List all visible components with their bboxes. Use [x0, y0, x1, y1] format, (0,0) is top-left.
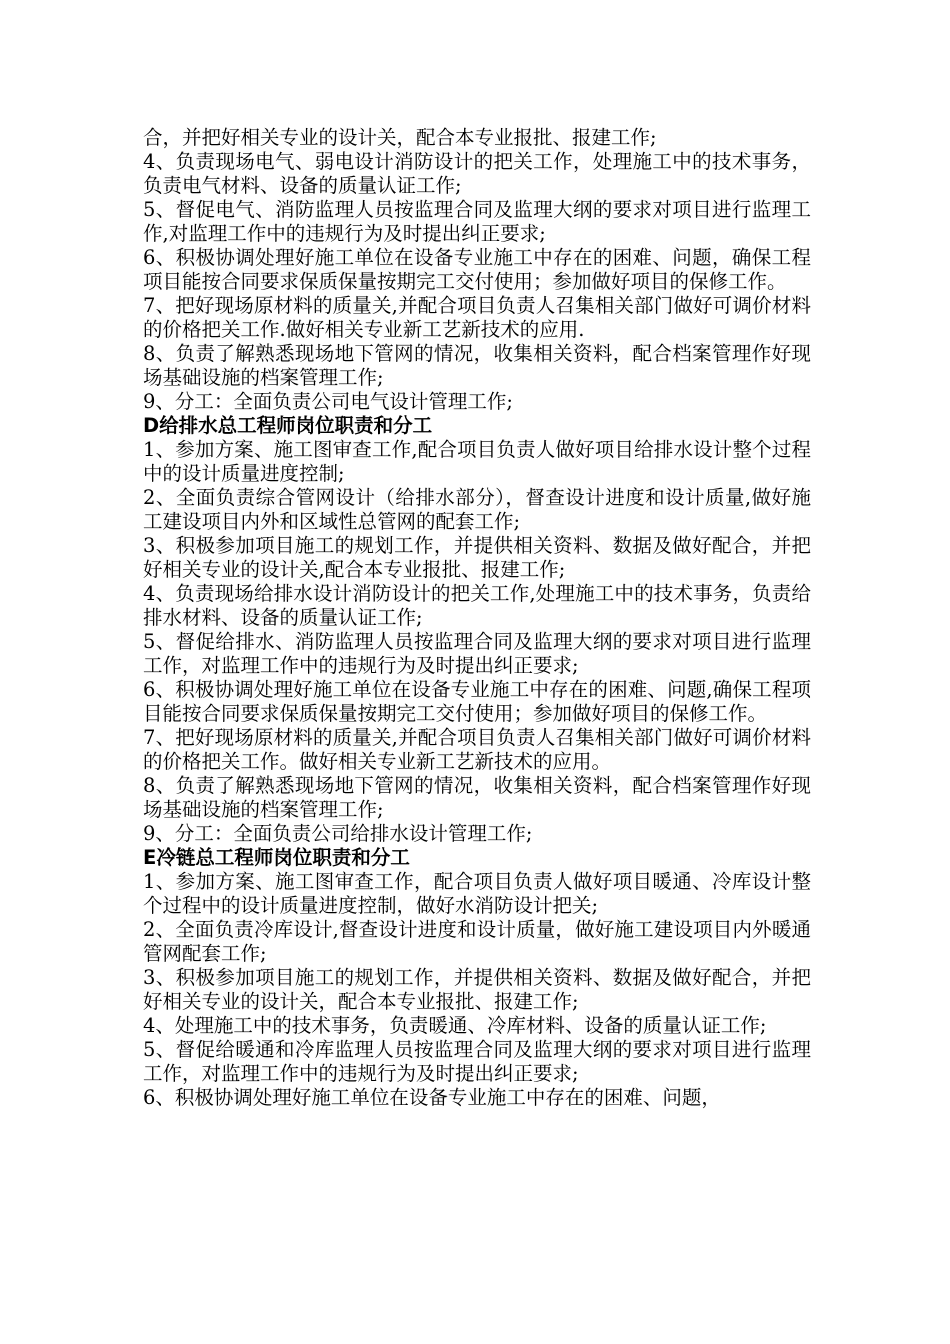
paragraph: 合，并把好相关专业的设计关，配合本专业报批、报建工作;	[143, 126, 657, 149]
paragraph: 8、负责了解熟悉现场地下管网的情况，收集相关资料，配合档案管理作好现场基础设施的档案管理工作;	[143, 342, 811, 389]
paragraph: 4、负责现场电气、弱电设计消防设计的把关工作，处理施工中的技术事务，负责电气材料、设备的质量认证工作;	[143, 150, 811, 197]
paragraph: 3、积极参加项目施工的规划工作，并提供相关资料、数据及做好配合，并把好相关专业的设计关,配合本专业报批、报建工作;	[143, 534, 811, 581]
paragraph: 7、把好现场原材料的质量关,并配合项目负责人召集相关部门做好可调价材料的价格把关工作.做好相关专业新工艺新技术的应用.	[143, 294, 811, 341]
paragraph: 3、积极参加项目施工的规划工作，并提供相关资料、数据及做好配合，并把好相关专业的设计关，配合本专业报批、报建工作;	[143, 966, 811, 1013]
section-heading-e: E冷链总工程师岗位职责和分工	[143, 846, 410, 869]
paragraph: 6、积极协调处理好施工单位在设备专业施工中存在的困难、问题，确保工程项目能按合同要求保质保量按期完工交付使用；参加做好项目的保修工作。	[143, 246, 811, 293]
paragraph: 4、负责现场给排水设计消防设计的把关工作,处理施工中的技术事务，负责给排水材料、设备的质量认证工作;	[143, 582, 811, 629]
paragraph: 2、全面负责综合管网设计（给排水部分），督查设计进度和设计质量,做好施工建设项目内外和区域性总管网的配套工作;	[143, 486, 811, 533]
paragraph: 9、分工：全面负责公司给排水设计管理工作;	[143, 822, 533, 845]
paragraph: 6、积极协调处理好施工单位在设备专业施工中存在的困难、问题,确保工程项目能按合同要求保质保量按期完工交付使用；参加做好项目的保修工作。	[143, 678, 811, 725]
paragraph: 2、全面负责冷库设计,督查设计进度和设计质量，做好施工建设项目内外暖通管网配套工作;	[143, 918, 811, 965]
document-body	[143, 126, 811, 1110]
paragraph: 5、督促给暖通和冷库监理人员按监理合同及监理大纲的要求对项目进行监理工作，对监理工作中的违规行为及时提出纠正要求;	[143, 1038, 811, 1085]
paragraph: 5、督促给排水、消防监理人员按监理合同及监理大纲的要求对项目进行监理工作，对监理工作中的违规行为及时提出纠正要求;	[143, 630, 811, 677]
paragraph: 8、负责了解熟悉现场地下管网的情况，收集相关资料，配合档案管理作好现场基础设施的档案管理工作;	[143, 774, 811, 821]
paragraph: 5、督促电气、消防监理人员按监理合同及监理大纲的要求对项目进行监理工作,对监理工作中的违规行为及时提出纠正要求;	[143, 198, 811, 245]
paragraph: 9、分工：全面负责公司电气设计管理工作;	[143, 390, 513, 413]
paragraph: 1、参加方案、施工图审查工作，配合项目负责人做好项目暖通、冷库设计整个过程中的设计质量进度控制，做好水消防设计把关;	[143, 870, 811, 917]
paragraph: 7、把好现场原材料的质量关,并配合项目负责人召集相关部门做好可调价材料的价格把关工作。做好相关专业新工艺新技术的应用。	[143, 726, 811, 773]
section-heading-d: D给排水总工程师岗位职责和分工	[143, 414, 433, 437]
paragraph: 4、处理施工中的技术事务，负责暖通、冷库材料、设备的质量认证工作;	[143, 1014, 767, 1037]
paragraph: 6、积极协调处理好施工单位在设备专业施工中存在的困难、问题，	[143, 1086, 721, 1109]
paragraph: 1、参加方案、施工图审查工作,配合项目负责人做好项目给排水设计整个过程中的设计质量进度控制;	[143, 438, 811, 485]
